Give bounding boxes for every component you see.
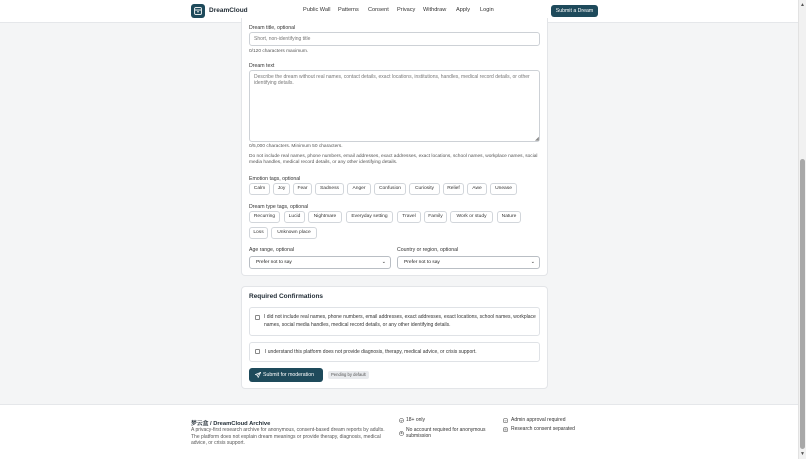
submit-dream-button[interactable]: Submit a Dream xyxy=(551,5,598,17)
scroll-down-icon[interactable]: ▼ xyxy=(800,451,805,457)
footer-title: 梦云盒 / DreamCloud Archive xyxy=(191,421,271,427)
submit-label: Submit for moderation xyxy=(263,372,315,378)
emotion-tag[interactable]: Sadness xyxy=(315,183,344,195)
emotion-tag[interactable]: Anger xyxy=(347,183,371,195)
emotion-tags-label: Emotion tags, optional xyxy=(249,176,301,182)
scrollbar-thumb[interactable] xyxy=(800,159,805,449)
dream-type-tag[interactable]: Travel xyxy=(397,211,421,223)
chevron-down-icon: ⌄ xyxy=(530,259,535,265)
emotion-tag[interactable]: Calm xyxy=(249,183,270,195)
dream-text-input[interactable] xyxy=(249,70,540,142)
dream-type-tag[interactable]: Loss xyxy=(249,227,268,239)
clipboard-check-icon xyxy=(503,418,508,423)
dream-type-tag[interactable]: Unknown place xyxy=(271,227,317,239)
emotion-tag[interactable]: Curiosity xyxy=(409,183,440,195)
emotion-tag[interactable]: Unease xyxy=(490,183,517,195)
nav-public-wall[interactable]: Public Wall xyxy=(303,7,331,13)
shield-check-icon xyxy=(399,418,404,423)
dream-type-tag[interactable]: Nightmare xyxy=(308,211,342,223)
nav-login[interactable]: Login xyxy=(480,7,494,13)
footer-age-note: 18+ only xyxy=(406,417,426,423)
logo-icon[interactable] xyxy=(191,4,205,18)
dream-type-tag[interactable]: Recurring xyxy=(249,211,280,223)
dream-type-tag[interactable]: Lucid xyxy=(284,211,305,223)
country-label: Country or region, optional xyxy=(397,247,459,253)
age-range-select[interactable] xyxy=(249,256,391,269)
nav-privacy[interactable]: Privacy xyxy=(397,7,416,13)
privacy-note: Do not include real names, phone numbers, email addresses, exact addresses, exact locations, school names, workplace names, social media handles, medical record details, or any other identifying details. xyxy=(249,154,538,166)
nav-withdraw[interactable]: Withdraw xyxy=(423,7,447,13)
scroll-up-icon[interactable]: ▲ xyxy=(800,2,805,8)
emotion-tag[interactable]: Joy xyxy=(273,183,290,195)
user-off-icon xyxy=(399,431,404,436)
pending-badge: Pending by default xyxy=(328,371,369,379)
chevron-down-icon: ⌄ xyxy=(381,259,386,265)
title-label: Dream title, optional xyxy=(249,25,296,31)
dream-type-tag[interactable]: Everyday setting xyxy=(346,211,393,223)
emotion-tag[interactable]: Awe xyxy=(467,183,487,195)
footer-no-account-note: No account required for anonymous submission xyxy=(406,427,486,440)
dream-type-tag[interactable]: Family xyxy=(424,211,447,223)
page-scrollbar[interactable] xyxy=(798,0,806,459)
dream-text-counter: 0/5,000 characters. Minimum 50 characters. xyxy=(249,144,343,149)
confirmation-text: I did not include real names, phone numbers, email addresses, exact addresses, exact locations, school names, workplace names, social media handles, medical record details, or any other identifying details. xyxy=(264,314,536,328)
emotion-tag[interactable]: Relief xyxy=(443,183,464,195)
confirmation-text: I understand this platform does not provide diagnosis, therapy, medical advice, or crisis support. xyxy=(265,349,477,355)
dream-text-label: Dream text xyxy=(249,63,275,69)
country-select[interactable] xyxy=(397,256,540,269)
nav-apply[interactable]: Apply xyxy=(456,7,470,13)
nav-consent[interactable]: Consent xyxy=(368,7,389,13)
send-icon xyxy=(255,372,261,378)
country-value: Prefer not to say xyxy=(404,260,440,265)
footer-description: A privacy-first research archive for anonymous, consent-based dream reports by adults. The platform does not explain dream meanings or provide therapy, diagnosis, medical advice, or crisis support. xyxy=(191,427,385,447)
submit-for-moderation-button[interactable] xyxy=(249,368,323,382)
nav-patterns[interactable]: Patterns xyxy=(338,7,359,13)
resize-handle-icon[interactable]: ◢ xyxy=(535,136,539,142)
confirmations-title: Required Confirmations xyxy=(249,293,324,300)
footer-research-note: Research consent separated xyxy=(511,426,575,432)
dream-type-tag[interactable]: Nature xyxy=(497,211,521,223)
footer xyxy=(0,404,798,459)
emotion-tag[interactable]: Confusion xyxy=(374,183,406,195)
emotion-tag[interactable]: Fear xyxy=(293,183,312,195)
age-range-label: Age range, optional xyxy=(249,247,294,253)
dream-type-tag[interactable]: Work or study xyxy=(450,211,493,223)
title-counter: 0/120 characters maximum. xyxy=(249,49,309,54)
footer-admin-note: Admin approval required xyxy=(511,417,566,423)
dream-type-tags-label: Dream type tags, optional xyxy=(249,204,309,210)
document-icon xyxy=(503,427,508,432)
no-medical-advice-checkbox[interactable] xyxy=(255,349,260,354)
no-identifying-details-checkbox[interactable] xyxy=(255,315,260,320)
age-range-value: Prefer not to say xyxy=(256,260,292,265)
brand-name[interactable]: DreamCloud xyxy=(209,7,248,14)
title-input[interactable] xyxy=(249,32,540,46)
